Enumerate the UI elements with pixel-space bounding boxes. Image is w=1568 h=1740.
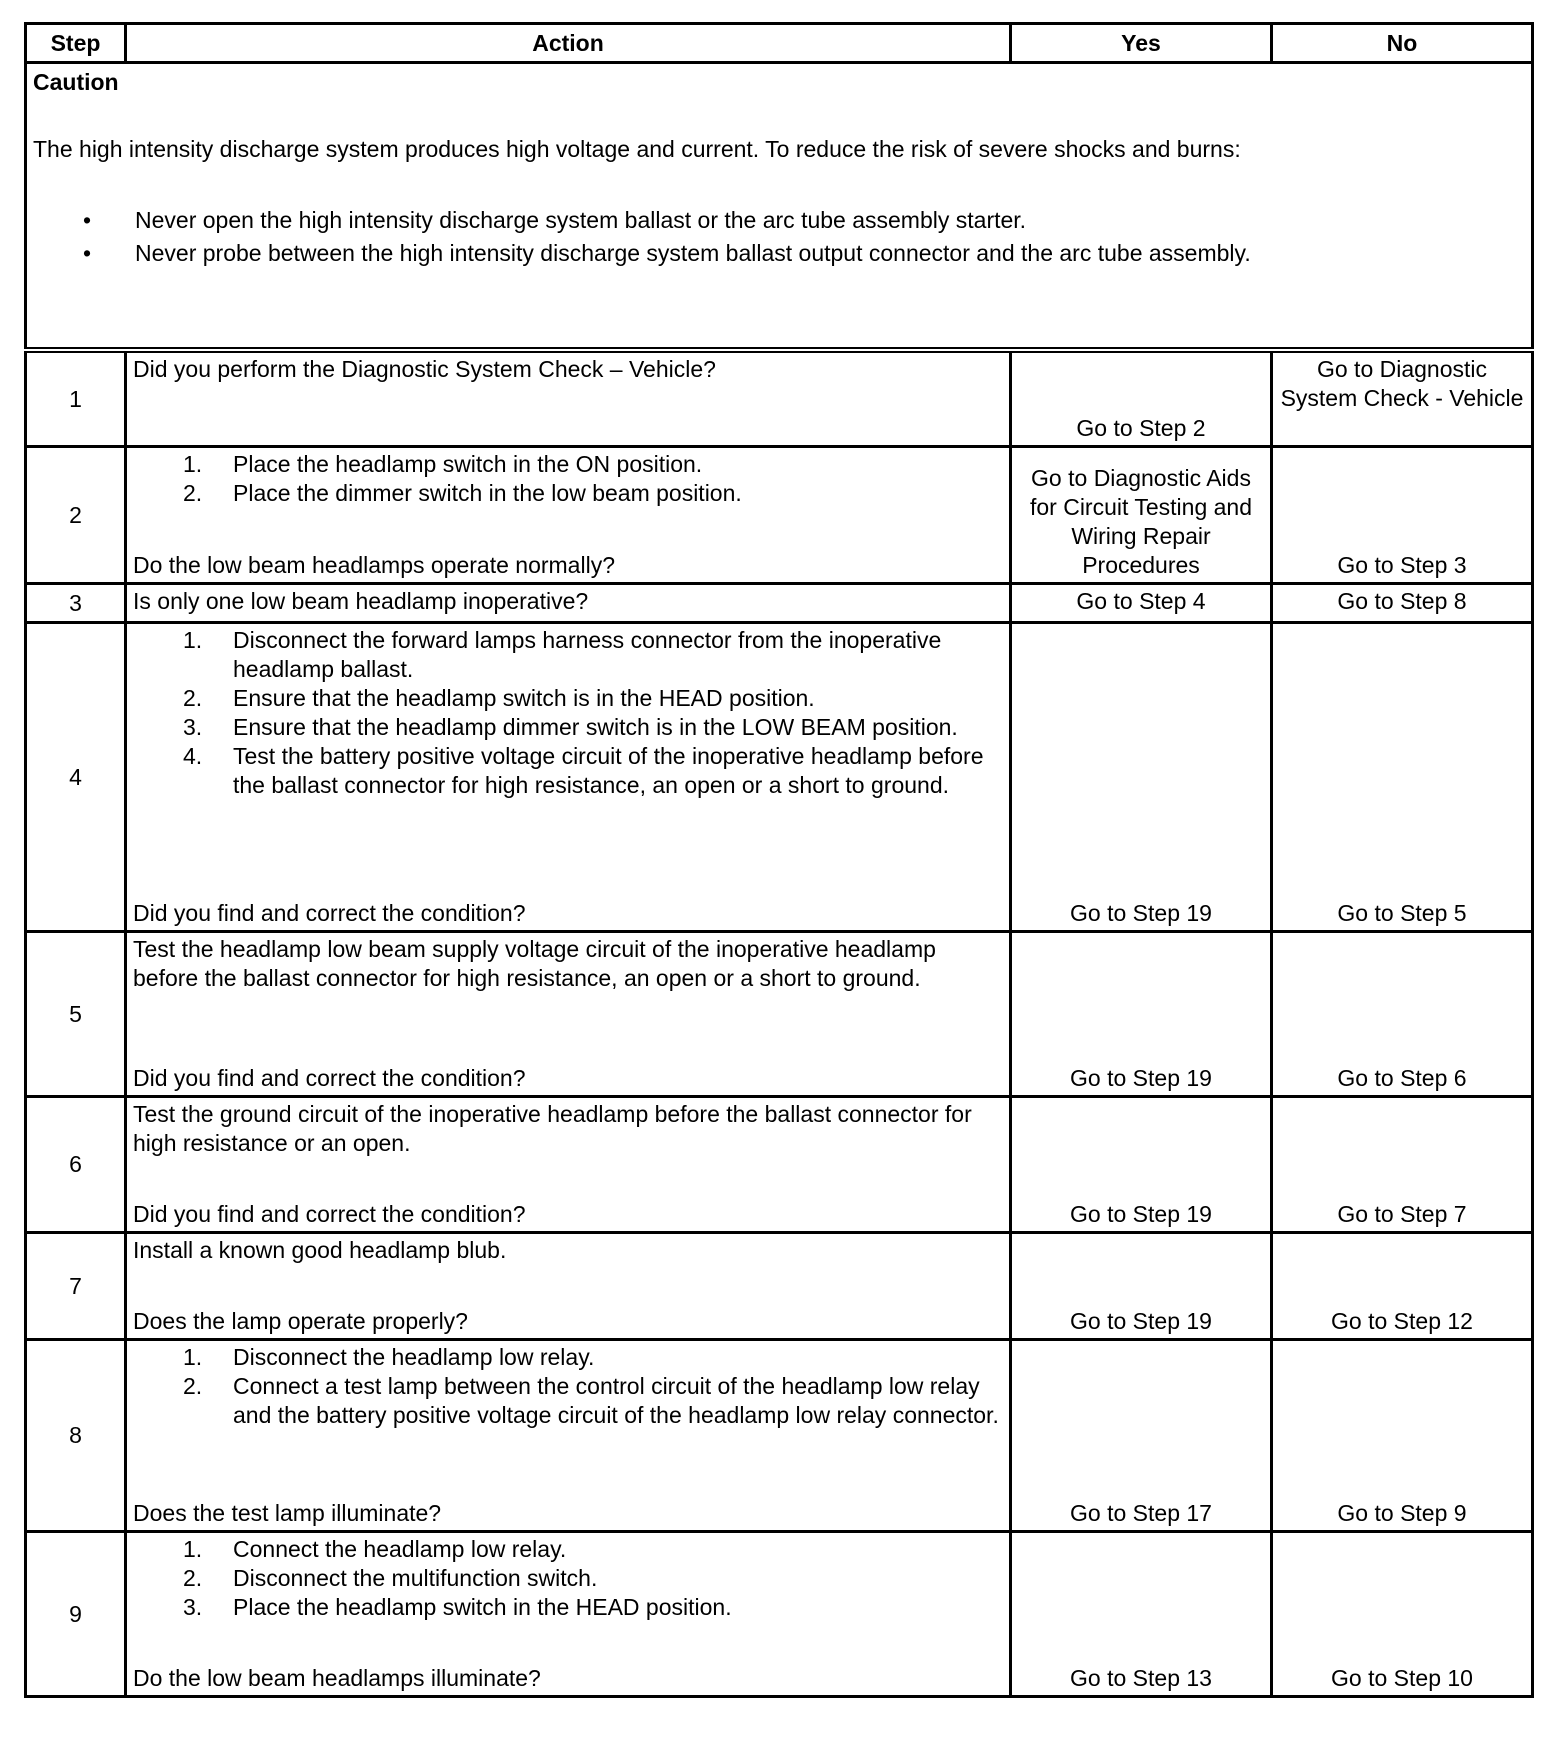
action-text: Test the ground circuit of the inoperative headlamp before the ballast connector for high resistance or an open.: [133, 1101, 972, 1156]
action-step-item: [133, 626, 1003, 684]
item-number: 1.: [183, 627, 203, 653]
no-text: Go to Step 3: [1337, 552, 1467, 578]
action-cell: [126, 447, 1011, 584]
step-number: 9: [26, 1532, 126, 1697]
header-step: Step: [26, 24, 126, 63]
item-text: Ensure that the headlamp switch is in the HEAD position.: [233, 685, 815, 711]
yes-text: Go to Step 2: [1076, 415, 1206, 441]
caution-row: [26, 63, 1533, 351]
action-question: Does the test lamp illuminate?: [133, 1500, 442, 1526]
caution-bullet: • Never open the high intensity discharge system ballast or the arc tube assembly starter.: [33, 204, 1525, 237]
caution-cell: [26, 63, 1533, 351]
item-number: 3.: [183, 1594, 203, 1620]
yes-result: [1011, 932, 1272, 1097]
yes-text: Go to Step 19: [1070, 900, 1212, 926]
yes-result: [1011, 1532, 1272, 1697]
action-question: Do the low beam headlamps operate normally?: [133, 552, 615, 578]
item-text: Connect the headlamp low relay.: [233, 1536, 567, 1562]
item-text: Disconnect the multifunction switch.: [233, 1565, 598, 1591]
no-result: [1272, 1233, 1533, 1340]
yes-text: Go to Diagnostic Aids for Circuit Testing and Wiring Repair Procedures: [1029, 465, 1252, 578]
yes-result: [1011, 350, 1272, 447]
no-text: Go to Step 10: [1331, 1665, 1473, 1691]
header-yes: Yes: [1011, 24, 1272, 63]
caution-bullet: • Never probe between the high intensity discharge system ballast output connector and the arc tube assembly.: [33, 237, 1525, 270]
no-text: Go to Step 9: [1337, 1500, 1467, 1526]
action-steps: [133, 450, 1003, 508]
caution-bullets: [33, 204, 1525, 270]
action-question: Did you find and correct the condition?: [133, 1065, 526, 1091]
action-text: Test the headlamp low beam supply voltage circuit of the inoperative headlamp before the ballast connector for high resistance, an open or a short to ground.: [133, 936, 936, 991]
action-steps: [133, 1535, 1003, 1622]
no-result: [1272, 447, 1533, 584]
action-steps: [133, 626, 1003, 800]
action-step-item: [133, 450, 1003, 479]
item-number: 2.: [183, 1373, 203, 1399]
item-number: 4.: [183, 743, 203, 769]
item-number: 1.: [183, 1536, 203, 1562]
yes-result: [1011, 1340, 1272, 1532]
action-question: Does the lamp operate properly?: [133, 1308, 468, 1334]
no-result: [1272, 584, 1533, 623]
table-row: [26, 623, 1533, 932]
no-result: [1272, 350, 1533, 447]
step-number: 5: [26, 932, 126, 1097]
table-row: [26, 1233, 1533, 1340]
table-row: [26, 584, 1533, 623]
yes-text: Go to Step 19: [1070, 1308, 1212, 1334]
diagnostic-table: [24, 22, 1534, 1698]
action-cell: [126, 1532, 1011, 1697]
yes-text: Go to Step 19: [1070, 1201, 1212, 1227]
item-text: Disconnect the headlamp low relay.: [233, 1344, 595, 1370]
action-step-item: [133, 684, 1003, 713]
no-text: Go to Step 5: [1337, 900, 1467, 926]
action-question: Did you find and correct the condition?: [133, 1201, 526, 1227]
action-step-item: [133, 713, 1003, 742]
no-result: [1272, 1097, 1533, 1233]
action-text: Is only one low beam headlamp inoperative?: [133, 588, 589, 614]
table-row: [26, 1097, 1533, 1233]
no-result: [1272, 1532, 1533, 1697]
no-result: [1272, 932, 1533, 1097]
item-number: 2.: [183, 480, 203, 506]
action-cell: [126, 1340, 1011, 1532]
item-text: Place the headlamp switch in the HEAD position.: [233, 1594, 732, 1620]
item-number: 1.: [183, 1344, 203, 1370]
action-step-item: [133, 1535, 1003, 1564]
step-number: 8: [26, 1340, 126, 1532]
item-text: Place the dimmer switch in the low beam position.: [233, 480, 742, 506]
yes-text: Go to Step 19: [1070, 1065, 1212, 1091]
step-number: 6: [26, 1097, 126, 1233]
no-text: Go to Step 7: [1337, 1201, 1467, 1227]
table-row: [26, 1340, 1533, 1532]
action-step-item: [133, 1564, 1003, 1593]
action-steps: [133, 1343, 1003, 1430]
yes-result: [1011, 1233, 1272, 1340]
action-text: Did you perform the Diagnostic System Check – Vehicle?: [133, 356, 716, 382]
step-number: 7: [26, 1233, 126, 1340]
yes-result: [1011, 584, 1272, 623]
caution-text: The high intensity discharge system produces high voltage and current. To reduce the risk of severe shocks and burns:: [33, 136, 1241, 162]
action-cell: [126, 1097, 1011, 1233]
yes-result: [1011, 447, 1272, 584]
table-row: [26, 350, 1533, 447]
action-cell: [126, 932, 1011, 1097]
item-number: 2.: [183, 1565, 203, 1591]
header-no: No: [1272, 24, 1533, 63]
no-text: Go to Diagnostic System Check - Vehicle: [1280, 356, 1524, 411]
item-text: Test the battery positive voltage circuit of the inoperative headlamp before the ballast connector for high resistance, an open or a short to ground.: [233, 743, 984, 798]
action-step-item: [133, 1343, 1003, 1372]
yes-text: Go to Step 17: [1070, 1500, 1212, 1526]
table-row: [26, 1532, 1533, 1697]
yes-result: [1011, 1097, 1272, 1233]
no-result: [1272, 623, 1533, 932]
yes-text: Go to Step 4: [1076, 588, 1206, 614]
action-question: Do the low beam headlamps illuminate?: [133, 1665, 541, 1691]
action-step-item: [133, 479, 1003, 508]
action-question: Did you find and correct the condition?: [133, 900, 526, 926]
no-text: Go to Step 8: [1337, 588, 1467, 614]
item-text: Ensure that the headlamp dimmer switch is in the LOW BEAM position.: [233, 714, 958, 740]
item-text: Place the headlamp switch in the ON position.: [233, 451, 703, 477]
step-number: 2: [26, 447, 126, 584]
item-number: 3.: [183, 714, 203, 740]
action-cell: [126, 623, 1011, 932]
action-text: Install a known good headlamp blub.: [133, 1237, 507, 1263]
action-step-item: [133, 1593, 1003, 1622]
action-cell: [126, 350, 1011, 447]
no-text: Go to Step 6: [1337, 1065, 1467, 1091]
yes-result: [1011, 623, 1272, 932]
action-step-item: [133, 1372, 1003, 1430]
header-row: [26, 24, 1533, 63]
table-row: [26, 932, 1533, 1097]
step-number: 1: [26, 350, 126, 447]
caution-title: Caution: [33, 69, 119, 95]
action-cell: [126, 1233, 1011, 1340]
yes-text: Go to Step 13: [1070, 1665, 1212, 1691]
item-number: 1.: [183, 451, 203, 477]
no-result: [1272, 1340, 1533, 1532]
no-text: Go to Step 12: [1331, 1308, 1473, 1334]
header-action: Action: [126, 24, 1011, 63]
action-cell: [126, 584, 1011, 623]
item-text: Disconnect the forward lamps harness connector from the inoperative headlamp ballast.: [233, 627, 942, 682]
item-number: 2.: [183, 685, 203, 711]
step-number: 4: [26, 623, 126, 932]
action-step-item: [133, 742, 1003, 800]
item-text: Connect a test lamp between the control circuit of the headlamp low relay and the battery positive voltage circuit of the headlamp low relay connector.: [233, 1373, 999, 1428]
table-row: [26, 447, 1533, 584]
step-number: 3: [26, 584, 126, 623]
